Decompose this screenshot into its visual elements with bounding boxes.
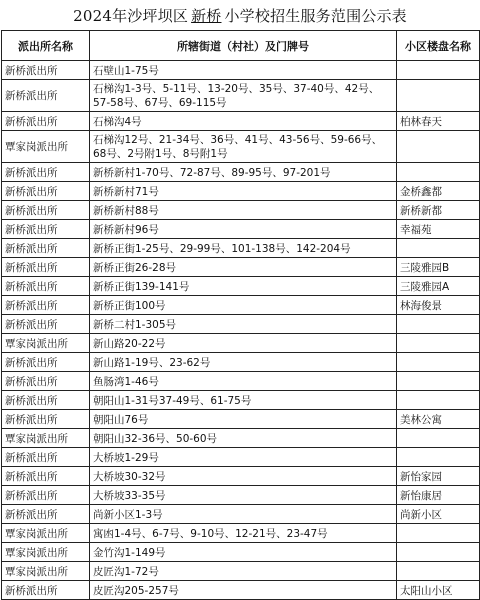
street-address-cell: 新桥正街139-141号 (90, 277, 397, 296)
title-prefix: 2024年沙坪坝区 (73, 6, 189, 25)
title-school-name: 新桥 (191, 6, 222, 25)
table-row (2, 315, 480, 334)
street-address-cell: 新桥正街1-25号、29-99号、101-138号、142-204号 (90, 239, 397, 258)
table-row (2, 410, 480, 429)
police-station-cell: 新桥派出所 (2, 239, 90, 258)
table-row (2, 486, 480, 505)
police-station-cell: 新桥派出所 (2, 581, 90, 600)
table-row (2, 372, 480, 391)
table-body (2, 61, 480, 600)
community-name-cell: 太阳山小区 (397, 581, 480, 600)
table-header-row (2, 31, 480, 61)
table-row (2, 562, 480, 581)
police-station-cell: 新桥派出所 (2, 410, 90, 429)
police-station-cell: 覃家岗派出所 (2, 562, 90, 581)
street-address-cell: 新山路20-22号 (90, 334, 397, 353)
police-station-cell: 覃家岗派出所 (2, 131, 90, 163)
police-station-cell: 新桥派出所 (2, 61, 90, 80)
community-name-cell: 三陵雅园B (397, 258, 480, 277)
community-name-cell: 尚新小区 (397, 505, 480, 524)
community-name-cell: 新怡康居 (397, 486, 480, 505)
community-name-cell (397, 163, 480, 182)
table-row (2, 524, 480, 543)
table-row (2, 239, 480, 258)
police-station-cell: 覃家岗派出所 (2, 524, 90, 543)
street-address-cell: 朝阳山76号 (90, 410, 397, 429)
table-row (2, 220, 480, 239)
street-address-cell: 石梯沟1-3号、5-11号、13-20号、35号、37-40号、42号、57-58号、67号、69-115号 (90, 80, 397, 112)
street-address-cell: 鱼肠湾1-46号 (90, 372, 397, 391)
table-row (2, 429, 480, 448)
police-station-cell: 新桥派出所 (2, 182, 90, 201)
table-row (2, 334, 480, 353)
street-address-cell: 新桥新村71号 (90, 182, 397, 201)
police-station-cell: 新桥派出所 (2, 277, 90, 296)
street-address-cell: 石梯沟4号 (90, 112, 397, 131)
community-name-cell (397, 391, 480, 410)
police-station-cell: 新桥派出所 (2, 163, 90, 182)
community-name-cell (397, 131, 480, 163)
street-address-cell: 皮匠沟1-72号 (90, 562, 397, 581)
community-name-cell (397, 524, 480, 543)
police-station-cell: 新桥派出所 (2, 220, 90, 239)
police-station-cell: 新桥派出所 (2, 448, 90, 467)
community-name-cell (397, 315, 480, 334)
table-row (2, 467, 480, 486)
community-name-cell: 柏林春天 (397, 112, 480, 131)
column-header-police-station: 派出所名称 (2, 31, 90, 61)
community-name-cell (397, 562, 480, 581)
street-address-cell: 新桥新村1-70号、72-87号、89-95号、97-201号 (90, 163, 397, 182)
street-address-cell: 新桥正街26-28号 (90, 258, 397, 277)
community-name-cell: 幸福苑 (397, 220, 480, 239)
police-station-cell: 新桥派出所 (2, 112, 90, 131)
community-name-cell: 新怡家园 (397, 467, 480, 486)
column-header-community-name: 小区楼盘名称 (397, 31, 480, 61)
street-address-cell: 新山路1-19号、23-62号 (90, 353, 397, 372)
table-row (2, 505, 480, 524)
street-address-cell: 大桥坡1-29号 (90, 448, 397, 467)
community-name-cell: 林海俊景 (397, 296, 480, 315)
street-address-cell: 金竹沟1-149号 (90, 543, 397, 562)
table-row (2, 277, 480, 296)
community-name-cell (397, 448, 480, 467)
table-row (2, 131, 480, 163)
column-header-street-address: 所辖街道（村社）及门牌号 (90, 31, 397, 61)
table-row (2, 391, 480, 410)
police-station-cell: 新桥派出所 (2, 486, 90, 505)
police-station-cell: 覃家岗派出所 (2, 543, 90, 562)
table-row (2, 296, 480, 315)
police-station-cell: 新桥派出所 (2, 258, 90, 277)
community-name-cell: 美林公寓 (397, 410, 480, 429)
police-station-cell: 新桥派出所 (2, 201, 90, 220)
street-address-cell: 石梯沟12号、21-34号、36号、41号、43-56号、59-66号、68号、2号附1号、8号附1号 (90, 131, 397, 163)
community-name-cell (397, 429, 480, 448)
street-address-cell: 大桥坡30-32号 (90, 467, 397, 486)
street-address-cell: 新桥新村88号 (90, 201, 397, 220)
street-address-cell: 大桥坡33-35号 (90, 486, 397, 505)
street-address-cell: 皮匠沟205-257号 (90, 581, 397, 600)
police-station-cell: 新桥派出所 (2, 505, 90, 524)
table-row (2, 201, 480, 220)
community-name-cell (397, 543, 480, 562)
street-address-cell: 石壁山1-75号 (90, 61, 397, 80)
street-address-cell: 新桥正街100号 (90, 296, 397, 315)
police-station-cell: 新桥派出所 (2, 296, 90, 315)
community-name-cell (397, 353, 480, 372)
community-name-cell (397, 61, 480, 80)
table-row (2, 61, 480, 80)
police-station-cell: 新桥派出所 (2, 391, 90, 410)
police-station-cell: 覃家岗派出所 (2, 334, 90, 353)
community-name-cell (397, 239, 480, 258)
table-row (2, 448, 480, 467)
enrollment-range-table (1, 30, 480, 600)
police-station-cell: 新桥派出所 (2, 315, 90, 334)
table-row (2, 163, 480, 182)
community-name-cell: 三陵雅园A (397, 277, 480, 296)
table-row (2, 581, 480, 600)
street-address-cell: 朝阳山1-31号37-49号、61-75号 (90, 391, 397, 410)
community-name-cell (397, 334, 480, 353)
police-station-cell: 新桥派出所 (2, 80, 90, 112)
table-row (2, 80, 480, 112)
street-address-cell: 新桥二村1-305号 (90, 315, 397, 334)
table-row (2, 353, 480, 372)
community-name-cell (397, 372, 480, 391)
street-address-cell: 寓凼1-4号、6-7号、9-10号、12-21号、23-47号 (90, 524, 397, 543)
table-row (2, 182, 480, 201)
table-row (2, 112, 480, 131)
police-station-cell: 新桥派出所 (2, 353, 90, 372)
page-title (0, 0, 480, 30)
street-address-cell: 朝阳山32-36号、50-60号 (90, 429, 397, 448)
community-name-cell (397, 80, 480, 112)
police-station-cell: 覃家岗派出所 (2, 429, 90, 448)
table-row (2, 543, 480, 562)
street-address-cell: 尚新小区1-3号 (90, 505, 397, 524)
street-address-cell: 新桥新村96号 (90, 220, 397, 239)
community-name-cell: 新桥新都 (397, 201, 480, 220)
title-suffix: 小学校招生服务范围公示表 (224, 6, 407, 25)
community-name-cell: 金桥鑫都 (397, 182, 480, 201)
police-station-cell: 新桥派出所 (2, 372, 90, 391)
police-station-cell: 新桥派出所 (2, 467, 90, 486)
table-row (2, 258, 480, 277)
